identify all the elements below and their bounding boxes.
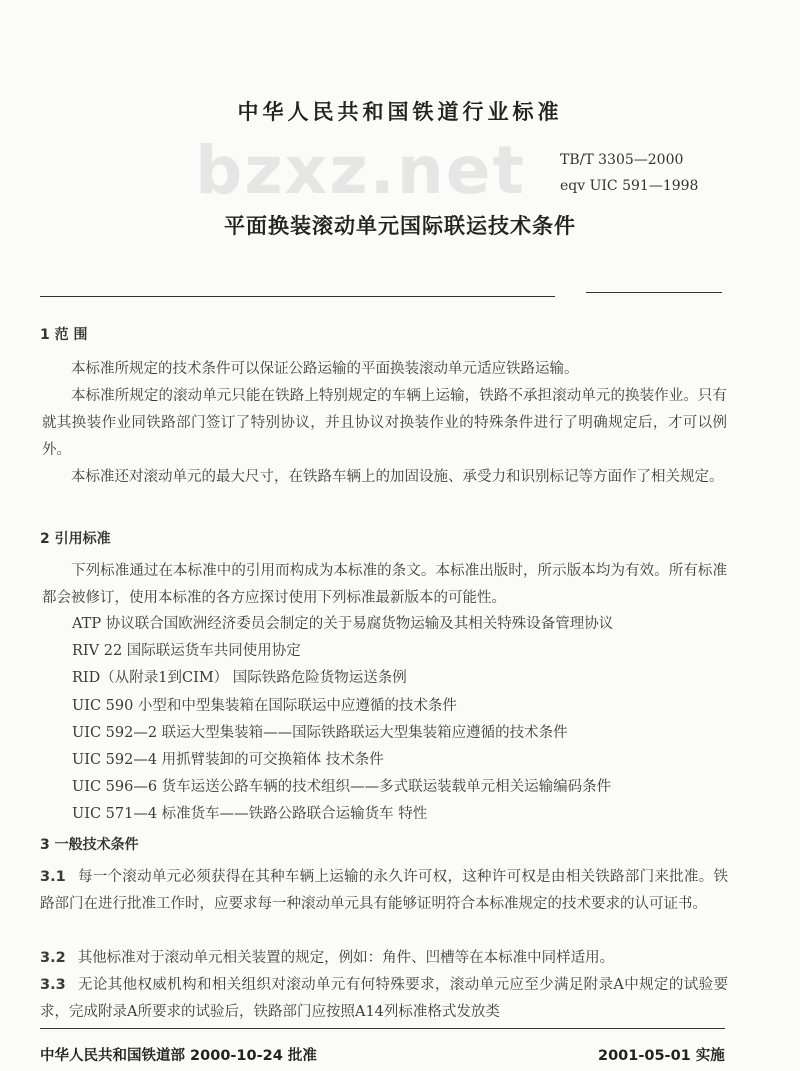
reference-item: UIC 571—4 标准货车——铁路公路联合运输货车 特性 — [72, 806, 428, 823]
document-title: 平面换装滚动单元国际联运技术条件 — [224, 214, 576, 238]
clause-3-3 — [40, 972, 728, 1026]
clause-text: 每一个滚动单元必须获得在其种车辆上运输的永久许可权，这种许可权是由相关铁路部门来批准。铁路部门在进行批准工作时，应要求每一种滚动单元具有能够证明符合本标准规定的技术要求的认可证书。 — [40, 869, 728, 912]
reference-item: RIV 22 国际联运货车共同使用协定 — [72, 643, 301, 660]
section-1-heading: 1 范 围 — [40, 327, 88, 343]
equivalent-standard: eqv UIC 591—1998 — [560, 178, 699, 194]
clause-number: 3.1 — [40, 869, 66, 885]
reference-item: UIC 590 小型和中型集装箱在国际联运中应遵循的技术条件 — [72, 697, 457, 714]
standard-number-block — [560, 147, 698, 199]
clause-text: 其他标准对于滚动单元相关装置的规定，例如：角件、凹槽等在本标准中同样适用。 — [77, 950, 615, 966]
org-title: 中华人民共和国铁道行业标准 — [237, 100, 563, 124]
title-divider-left — [40, 296, 555, 297]
watermark: bzxz.net — [195, 132, 527, 209]
footer-divider — [40, 1028, 725, 1029]
clause-text: 无论其他权威机构和相关组织对滚动单元有何特殊要求，滚动单元应至少满足附录A中规定的试验要求，完成附录A所要求的试验后，铁路部门应按照A14列标准格式发放类 — [40, 977, 728, 1020]
section-2-heading: 2 引用标准 — [40, 531, 111, 547]
section-1-para-2: 本标准所规定的滚动单元只能在铁路上特别规定的车辆上运输，铁路不承担滚动单元的换装作业。只有就其换装作业同铁路部门签订了特别协议，并且协议对换装作业的特殊条件进行了明确规定后，才可以例外。 — [42, 388, 727, 458]
clause-number: 3.3 — [40, 977, 66, 993]
clause-number: 3.2 — [40, 950, 66, 966]
section-1-para-3: 本标准还对滚动单元的最大尺寸，在铁路车辆上的加固设施、承受力和识别标记等方面作了相关规定。 — [71, 469, 724, 485]
section-2-intro: 下列标准通过在本标准中的引用而构成为本标准的条文。本标准出版时，所示版本均为有效。所有标准都会被修订，使用本标准的各方应探讨使用下列标准最新版本的可能性。 — [42, 563, 727, 606]
implementation-date: 2001-05-01 实施 — [598, 1048, 725, 1064]
clause-3-2 — [40, 945, 728, 972]
section-1-para-1: 本标准所规定的技术条件可以保证公路运输的平面换装滚动单元适应铁路运输。 — [71, 361, 579, 377]
reference-item: ATP 协议联合国欧洲经济委员会制定的关于易腐货物运输及其相关特殊设备管理协议 — [72, 616, 614, 632]
clause-3-1 — [40, 864, 728, 918]
reference-item: UIC 592—2 联运大型集装箱——国际铁路联运大型集装箱应遵循的技术条件 — [72, 724, 568, 741]
reference-item: UIC 596—6 货车运送公路车辆的技术组织——多式联运装载单元相关运输编码条件 — [72, 779, 612, 796]
reference-item: RID（从附录1到CIM） 国际铁路危险货物运送条例 — [72, 670, 407, 687]
standard-number: TB/T 3305—2000 — [560, 152, 684, 168]
reference-item: UIC 592—4 用抓臂装卸的可交换箱体 技术条件 — [72, 752, 384, 769]
title-divider-right — [586, 292, 722, 293]
approval-line: 中华人民共和国铁道部 2000-10-24 批准 — [40, 1048, 317, 1064]
section-3-heading: 3 一般技术条件 — [40, 837, 139, 853]
reference-list — [72, 611, 613, 829]
